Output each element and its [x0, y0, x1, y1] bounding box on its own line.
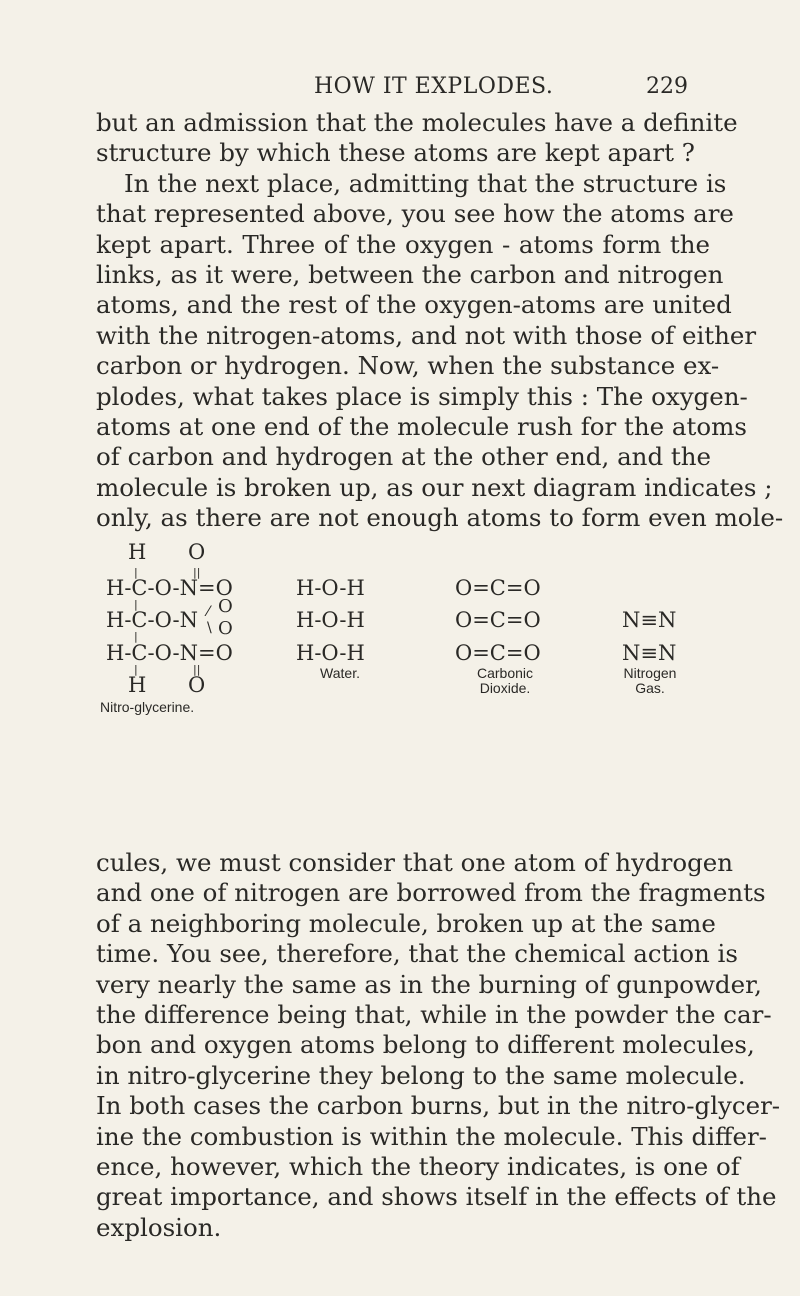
bond-mark: |	[134, 566, 138, 579]
text-line: only, as there are not enough atoms to form even mole-	[96, 503, 784, 533]
text-line: carbon or hydrogen. Now, when the substance ex-	[96, 351, 720, 381]
bond-mark: ⁄	[207, 604, 210, 620]
text-line: but an admission that the molecules have a definite	[96, 108, 738, 137]
text-line: explosion.	[96, 1212, 222, 1242]
water-row-2: H-O-H	[296, 608, 365, 632]
water-row-1: H-O-H	[296, 576, 365, 600]
text-line: In both cases the carbon burns, but in the nitro-glycer-	[96, 1091, 781, 1121]
paragraph-2	[96, 848, 781, 1243]
text-line: great importance, and shows itself in the effects of the	[96, 1182, 777, 1212]
bond-mark: |	[134, 598, 138, 611]
text-line: ine the combustion is within the molecule. This differ-	[96, 1121, 767, 1151]
text-line: bon and oxygen atoms belong to different molecules,	[96, 1030, 755, 1060]
bond-mark: ||	[193, 566, 201, 579]
ng-caption: Nitro-glycerine.	[100, 699, 195, 715]
paragraph-1	[96, 108, 784, 534]
ng-row-2: H-C-O-N	[106, 608, 199, 632]
text-line: plodes, what takes place is simply this : The oxygen-	[96, 381, 748, 411]
text-line: the difference being that, while in the powder the car-	[96, 1000, 772, 1030]
text-line: very nearly the same as in the burning of gunpowder,	[96, 969, 762, 999]
water-row-3: H-O-H	[296, 641, 365, 665]
ng-branch-top-o: O	[218, 596, 233, 617]
ng-row-1: H-C-O-N=O	[106, 576, 233, 600]
n2-caption-2: Gas.	[635, 680, 665, 696]
text-line: kept apart. Three of the oxygen - atoms form the	[96, 229, 710, 259]
co2-row-3: O=C=O	[455, 641, 541, 665]
page-number: 229	[646, 74, 688, 99]
ng-row-3: H-C-O-N=O	[106, 641, 233, 665]
ng-top-o: O	[188, 540, 206, 564]
co2-caption-1: Carbonic	[476, 665, 534, 681]
text-line: links, as it were, between the carbon and nitrogen	[96, 260, 724, 290]
text-line: ence, however, which the theory indicates, is one of	[96, 1152, 740, 1182]
text-line: and one of nitrogen are borrowed from the fragments	[96, 878, 766, 908]
bond-mark: |	[134, 630, 138, 643]
ng-bottom-o: O	[188, 673, 206, 697]
text-line: atoms, and the rest of the oxygen-atoms are united	[96, 290, 732, 320]
co2-row-1: O=C=O	[455, 576, 541, 600]
running-head: HOW IT EXPLODES.	[314, 74, 554, 99]
bond-mark: ||	[193, 663, 201, 676]
page-header	[0, 74, 800, 104]
co2-row-2: O=C=O	[455, 608, 541, 632]
text-line: molecule is broken up, as our next diagram indicates ;	[96, 472, 773, 502]
water-caption: Water.	[320, 665, 360, 681]
text-line: atoms at one end of the molecule rush for the atoms	[96, 412, 747, 442]
n2-row-2: N≡N	[622, 641, 677, 665]
bond-mark: \	[207, 620, 212, 636]
ng-branch-bottom-o: O	[218, 618, 233, 639]
n2-caption-1: Nitrogen	[623, 665, 677, 681]
ng-bottom-h: H	[128, 673, 147, 697]
text-line: cules, we must consider that one atom of hydrogen	[96, 848, 734, 877]
text-line: that represented above, you see how the atoms are	[96, 199, 734, 229]
bond-mark: |	[134, 663, 138, 676]
text-line: with the nitrogen-atoms, and not with those of either	[96, 320, 757, 350]
text-line: of carbon and hydrogen at the other end, and the	[96, 442, 712, 472]
n2-row-1: N≡N	[622, 608, 677, 632]
text-line: in nitro-glycerine they belong to the same molecule.	[96, 1060, 746, 1090]
text-line: In the next place, admitting that the structure is	[124, 168, 727, 198]
text-line: structure by which these atoms are kept apart ?	[96, 138, 695, 168]
text-line: time. You see, therefore, that the chemical action is	[96, 939, 738, 969]
ng-top-h: H	[128, 540, 147, 564]
co2-caption-2: Dioxide.	[479, 680, 531, 696]
text-line: of a neighboring molecule, broken up at the same	[96, 908, 716, 938]
